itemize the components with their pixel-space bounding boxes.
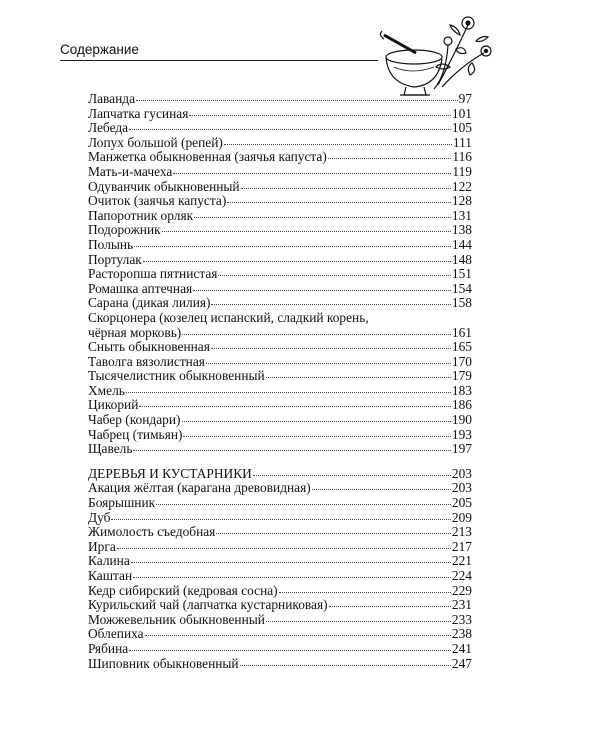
toc-entry-page-number: 247 (451, 655, 472, 671)
toc-entry-label: Полынь (88, 236, 134, 252)
toc-entry (88, 180, 472, 195)
toc-entry (88, 598, 472, 613)
toc-entry-label: Сарана (дикая лилия) (88, 295, 211, 311)
dot-leader (129, 129, 451, 130)
toc-entry-label: Портулак (88, 251, 142, 267)
toc-entry (88, 496, 472, 511)
dot-leader (111, 519, 450, 520)
toc-entry-label: Подорожник (88, 222, 161, 238)
toc-entry-label: Ромашка аптечная (88, 280, 193, 296)
dot-leader (253, 475, 451, 476)
toc-entry-page-number: 97 (458, 91, 472, 106)
toc-entry (88, 540, 472, 555)
toc-entry (88, 481, 472, 496)
toc-entry-label: Щавель (88, 441, 133, 457)
toc-entry-label: Рябина (88, 640, 129, 656)
toc-entry-label: Ирга (88, 538, 116, 554)
dot-leader (279, 592, 451, 593)
toc-entry-page-number: 186 (451, 397, 472, 413)
dot-leader (136, 100, 458, 101)
toc-entry (88, 121, 472, 136)
toc-entry (88, 107, 472, 122)
toc-entry-page-number: 213 (451, 524, 472, 540)
dot-leader (183, 436, 450, 437)
dot-leader (266, 621, 451, 622)
toc-entry-page-number: 116 (452, 149, 472, 165)
toc-entry-label: Папоротник орляк (88, 207, 194, 223)
dot-leader (218, 275, 450, 276)
toc-entry-label: Дуб (88, 509, 111, 525)
toc-entry-label: Мать-и-мачеха (88, 163, 173, 179)
toc-entry-page-number: 144 (451, 236, 472, 252)
toc-entry (88, 569, 472, 584)
toc-entry-label: Калина (88, 553, 130, 569)
toc-entry-page-number: 233 (451, 611, 472, 627)
toc-entry-page-number: 203 (451, 465, 472, 481)
toc-entry (88, 296, 472, 311)
toc-entry (88, 223, 472, 238)
toc-entry-page-number: 101 (451, 105, 472, 121)
toc-entry-page-number: 190 (451, 412, 472, 428)
toc-entry (88, 136, 472, 151)
toc-entry-page-number: 179 (451, 368, 472, 384)
toc-entry-label: Кедр сибирский (кедровая сосна) (88, 582, 278, 598)
dot-leader (227, 202, 451, 203)
header-rule (60, 60, 378, 61)
toc-entry (88, 584, 472, 599)
dot-leader (162, 231, 451, 232)
toc-entry-page-number: 224 (451, 568, 472, 583)
toc-entry-label: Лаванда (88, 91, 136, 106)
toc-entry-page-number: 165 (451, 339, 472, 355)
dot-leader (206, 363, 451, 364)
toc-entry (88, 428, 472, 443)
toc-entry-page-number: 111 (452, 134, 472, 150)
toc-entry-label: Цикорий (88, 397, 139, 413)
toc-entry-page-number: 158 (451, 295, 472, 311)
dot-leader (134, 246, 451, 247)
toc-entry-label: Лапчатка гусиная (88, 105, 189, 121)
toc-entry (88, 238, 472, 253)
toc-entry (88, 369, 472, 384)
dot-leader (143, 261, 451, 262)
toc-entry (88, 340, 472, 355)
toc-entry-label: Шиповник обыкновенный (88, 655, 239, 671)
toc-entry-label: Курильский чай (лапчатка кустарниковая) (88, 597, 328, 613)
toc-entry (88, 355, 472, 370)
toc-entry-label: ДЕРЕВЬЯ И КУСТАРНИКИ (88, 465, 252, 481)
toc-entry-label: Манжетка обыкновенная (заячья капуста) (88, 149, 327, 165)
toc-entry-label: Лебеда (88, 120, 129, 136)
toc-entry (88, 627, 472, 642)
toc-entry-page-number: 119 (452, 163, 472, 179)
toc-entry-label: Одуванчик обыкновенный (88, 178, 240, 194)
toc-entry-label: Жимолость съедобная (88, 524, 216, 540)
toc-entry-page-number: 122 (451, 178, 472, 194)
dot-leader (156, 504, 451, 505)
dot-leader (216, 533, 451, 534)
toc-entry-page-number: 131 (451, 207, 472, 223)
toc-entry-page-number: 217 (451, 538, 472, 554)
toc-entry-page-number: 161 (451, 324, 472, 340)
toc-entry (88, 642, 472, 657)
toc-entry (88, 657, 472, 672)
dot-leader (328, 158, 452, 159)
toc-entry-page-number: 193 (451, 426, 472, 442)
toc-entry (88, 150, 472, 165)
toc-entry (88, 384, 472, 399)
toc-entry-page-number: 128 (451, 193, 472, 209)
toc-entry-page-number: 151 (451, 266, 472, 282)
toc-entry-page-number: 238 (451, 626, 472, 642)
dot-leader (182, 334, 451, 335)
toc-entry-label: Каштан (88, 568, 133, 583)
dot-leader (211, 304, 450, 305)
dot-leader (266, 377, 451, 378)
dot-leader (182, 421, 451, 422)
page-header-title: Содержание (60, 42, 139, 57)
toc-entry-label: Акация жёлтая (карагана древовидная) (88, 480, 311, 496)
toc-entry-page-number: 154 (451, 280, 472, 296)
toc-entry-label: Чабрец (тимьян) (88, 426, 183, 442)
toc-entry-page-number: 203 (451, 480, 472, 496)
toc-entry-page-number: 170 (451, 353, 472, 369)
dot-leader (211, 348, 451, 349)
toc-entry-page-number: 241 (451, 640, 472, 656)
toc-entry-label: чёрная морковь) (88, 324, 182, 340)
toc-entry-page-number: 138 (451, 222, 472, 238)
toc-entry (88, 442, 472, 457)
dot-leader (224, 144, 452, 145)
toc-entry-page-number: 231 (451, 597, 472, 613)
toc-entry (88, 525, 472, 540)
toc-entry (88, 398, 472, 413)
toc-entry-page-number: 205 (451, 495, 472, 511)
toc-entry (88, 92, 472, 107)
toc-entry-label: Лопух большой (репей) (88, 134, 223, 150)
dot-leader (240, 665, 451, 666)
toc-entry (88, 511, 472, 526)
toc-entry-label: Боярышник (88, 495, 156, 511)
dot-leader (131, 562, 451, 563)
table-of-contents (88, 92, 472, 671)
toc-entry-label: Можжевельник обыкновенный (88, 611, 265, 627)
dot-leader (194, 217, 451, 218)
dot-leader (193, 290, 451, 291)
toc-entry-page-number: 229 (451, 582, 472, 598)
dot-leader (312, 489, 451, 490)
toc-entry-page-number: 209 (451, 509, 472, 525)
toc-section-heading (88, 467, 472, 482)
dot-leader (126, 392, 451, 393)
toc-entry (88, 554, 472, 569)
toc-entry (88, 311, 472, 340)
toc-entry (88, 253, 472, 268)
dot-leader (133, 450, 450, 451)
toc-entry-label: Хмель (88, 382, 125, 398)
toc-entry (88, 267, 472, 282)
toc-entry-label: Очиток (заячья капуста) (88, 193, 227, 209)
dot-leader (173, 173, 451, 174)
toc-entry-label: Облепиха (88, 626, 144, 642)
toc-entry (88, 282, 472, 297)
toc-entry-page-number: 105 (451, 120, 472, 136)
dot-leader (133, 577, 451, 578)
toc-entry-label-line1: Скорцонера (козелец испанский, сладкий корень, (88, 309, 369, 325)
toc-entry-label: Тысячелистник обыкновенный (88, 368, 265, 384)
toc-entry (88, 194, 472, 209)
toc-entry-label: Расторопша пятнистая (88, 266, 218, 282)
toc-entry-page-number: 148 (451, 251, 472, 267)
dot-leader (241, 188, 451, 189)
dot-leader (145, 635, 451, 636)
mortar-and-herbs-illustration (376, 5, 496, 105)
dot-leader (129, 650, 451, 651)
toc-entry-page-number: 221 (451, 553, 472, 569)
toc-entry-label: Таволга вязолистная (88, 353, 205, 369)
toc-entry-label: Сныть обыкновенная (88, 339, 210, 355)
toc-entry-label: Чабер (кондари) (88, 412, 181, 428)
toc-entry (88, 613, 472, 628)
toc-entry-page-number: 197 (451, 441, 472, 457)
dot-leader (117, 548, 451, 549)
toc-entry (88, 165, 472, 180)
toc-entry (88, 209, 472, 224)
toc-entry-page-number: 183 (451, 382, 472, 398)
dot-leader (189, 115, 451, 116)
toc-entry (88, 413, 472, 428)
dot-leader (329, 606, 451, 607)
dot-leader (139, 406, 451, 407)
